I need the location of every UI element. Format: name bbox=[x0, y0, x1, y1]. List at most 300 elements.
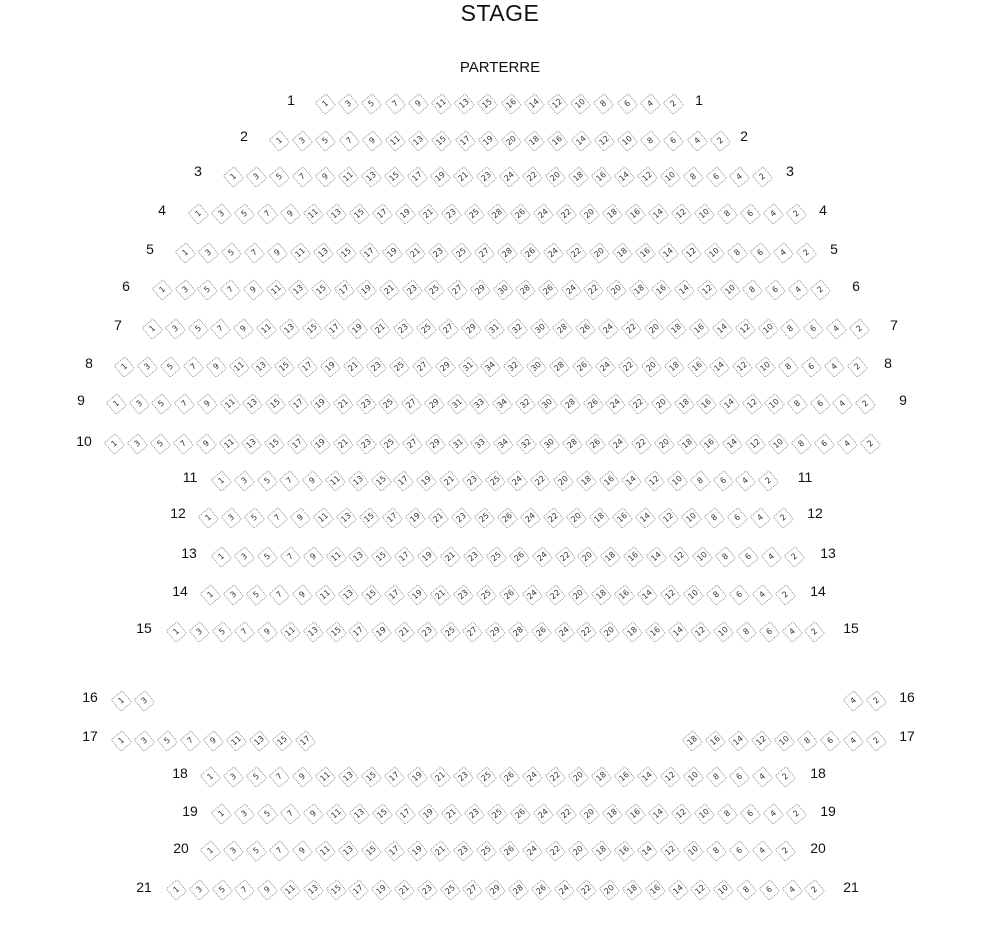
seat-row-13-19[interactable]: 19 bbox=[417, 546, 439, 568]
seat-row-2-16[interactable]: 16 bbox=[547, 130, 569, 152]
seat-row-6-19[interactable]: 19 bbox=[356, 279, 378, 301]
seat-row-3-18[interactable]: 18 bbox=[568, 166, 590, 188]
seat-row-8-13[interactable]: 13 bbox=[251, 356, 273, 378]
seat-row-14-26[interactable]: 26 bbox=[499, 584, 521, 606]
seat-row-21-5[interactable]: 5 bbox=[211, 879, 233, 901]
seat-row-9-24[interactable]: 24 bbox=[605, 393, 627, 415]
seat-row-21-1[interactable]: 1 bbox=[166, 879, 188, 901]
seat-row-7-15[interactable]: 15 bbox=[301, 318, 323, 340]
seat-row-11-5[interactable]: 5 bbox=[256, 470, 278, 492]
seat-row-10-12[interactable]: 12 bbox=[745, 433, 767, 455]
seat-row-6-20[interactable]: 20 bbox=[606, 279, 628, 301]
seat-row-15-2[interactable]: 2 bbox=[804, 621, 826, 643]
seat-row-9-23[interactable]: 23 bbox=[355, 393, 377, 415]
seat-row-6-9[interactable]: 9 bbox=[242, 279, 264, 301]
seat-row-20-15[interactable]: 15 bbox=[361, 840, 383, 862]
seat-row-3-10[interactable]: 10 bbox=[660, 166, 682, 188]
seat-row-8-12[interactable]: 12 bbox=[732, 356, 754, 378]
seat-row-3-3[interactable]: 3 bbox=[246, 166, 268, 188]
seat-row-10-26[interactable]: 26 bbox=[585, 433, 607, 455]
seat-row-13-21[interactable]: 21 bbox=[440, 546, 462, 568]
seat-row-11-1[interactable]: 1 bbox=[211, 470, 233, 492]
seat-row-3-22[interactable]: 22 bbox=[522, 166, 544, 188]
seat-row-1-3[interactable]: 3 bbox=[338, 93, 360, 115]
seat-row-11-18[interactable]: 18 bbox=[575, 470, 597, 492]
seat-row-7-9[interactable]: 9 bbox=[233, 318, 255, 340]
seat-row-7-11[interactable]: 11 bbox=[256, 318, 278, 340]
seat-row-18-17[interactable]: 17 bbox=[384, 766, 406, 788]
seat-row-10-25[interactable]: 25 bbox=[378, 433, 400, 455]
seat-row-4-14[interactable]: 14 bbox=[648, 203, 670, 225]
seat-row-13-10[interactable]: 10 bbox=[692, 546, 714, 568]
seat-row-10-19[interactable]: 19 bbox=[310, 433, 332, 455]
seat-row-14-13[interactable]: 13 bbox=[338, 584, 360, 606]
seat-row-12-1[interactable]: 1 bbox=[198, 507, 220, 529]
seat-row-20-14[interactable]: 14 bbox=[637, 840, 659, 862]
seat-row-9-30[interactable]: 30 bbox=[537, 393, 559, 415]
seat-row-4-13[interactable]: 13 bbox=[326, 203, 348, 225]
seat-row-4-1[interactable]: 1 bbox=[188, 203, 210, 225]
seat-row-10-23[interactable]: 23 bbox=[356, 433, 378, 455]
seat-row-9-3[interactable]: 3 bbox=[128, 393, 150, 415]
seat-row-14-25[interactable]: 25 bbox=[476, 584, 498, 606]
seat-row-1-8[interactable]: 8 bbox=[593, 93, 615, 115]
seat-row-1-11[interactable]: 11 bbox=[431, 93, 453, 115]
seat-row-10-3[interactable]: 3 bbox=[127, 433, 149, 455]
seat-row-14-6[interactable]: 6 bbox=[729, 584, 751, 606]
seat-row-3-8[interactable]: 8 bbox=[683, 166, 705, 188]
seat-row-8-16[interactable]: 16 bbox=[686, 356, 708, 378]
seat-row-10-28[interactable]: 28 bbox=[562, 433, 584, 455]
seat-row-20-16[interactable]: 16 bbox=[614, 840, 636, 862]
seat-row-8-20[interactable]: 20 bbox=[640, 356, 662, 378]
seat-row-6-1[interactable]: 1 bbox=[152, 279, 174, 301]
seat-row-15-4[interactable]: 4 bbox=[781, 621, 803, 643]
seat-row-9-14[interactable]: 14 bbox=[719, 393, 741, 415]
seat-row-21-25[interactable]: 25 bbox=[439, 879, 461, 901]
seat-row-19-14[interactable]: 14 bbox=[648, 803, 670, 825]
seat-row-17-4[interactable]: 4 bbox=[843, 730, 865, 752]
seat-row-3-14[interactable]: 14 bbox=[614, 166, 636, 188]
seat-row-6-30[interactable]: 30 bbox=[492, 279, 514, 301]
seat-row-14-18[interactable]: 18 bbox=[591, 584, 613, 606]
seat-row-12-10[interactable]: 10 bbox=[681, 507, 703, 529]
seat-row-13-4[interactable]: 4 bbox=[760, 546, 782, 568]
seat-row-19-7[interactable]: 7 bbox=[280, 803, 302, 825]
seat-row-7-3[interactable]: 3 bbox=[164, 318, 186, 340]
seat-row-21-2[interactable]: 2 bbox=[804, 879, 826, 901]
seat-row-18-18[interactable]: 18 bbox=[591, 766, 613, 788]
seat-row-20-22[interactable]: 22 bbox=[545, 840, 567, 862]
seat-row-3-21[interactable]: 21 bbox=[453, 166, 475, 188]
seat-row-11-6[interactable]: 6 bbox=[712, 470, 734, 492]
seat-row-10-7[interactable]: 7 bbox=[172, 433, 194, 455]
seat-row-21-6[interactable]: 6 bbox=[758, 879, 780, 901]
seat-row-8-25[interactable]: 25 bbox=[388, 356, 410, 378]
seat-row-6-3[interactable]: 3 bbox=[174, 279, 196, 301]
seat-row-7-16[interactable]: 16 bbox=[689, 318, 711, 340]
seat-row-10-10[interactable]: 10 bbox=[768, 433, 790, 455]
seat-row-11-11[interactable]: 11 bbox=[325, 470, 347, 492]
seat-row-10-29[interactable]: 29 bbox=[424, 433, 446, 455]
seat-row-3-1[interactable]: 1 bbox=[223, 166, 245, 188]
seat-row-3-16[interactable]: 16 bbox=[591, 166, 613, 188]
seat-row-18-16[interactable]: 16 bbox=[614, 766, 636, 788]
seat-row-6-27[interactable]: 27 bbox=[447, 279, 469, 301]
seat-row-4-11[interactable]: 11 bbox=[303, 203, 325, 225]
seat-row-7-1[interactable]: 1 bbox=[142, 318, 164, 340]
seat-row-8-3[interactable]: 3 bbox=[137, 356, 159, 378]
seat-row-18-4[interactable]: 4 bbox=[752, 766, 774, 788]
seat-row-6-4[interactable]: 4 bbox=[787, 279, 809, 301]
seat-row-4-18[interactable]: 18 bbox=[602, 203, 624, 225]
seat-row-15-26[interactable]: 26 bbox=[530, 621, 552, 643]
seat-row-10-9[interactable]: 9 bbox=[195, 433, 217, 455]
seat-row-13-20[interactable]: 20 bbox=[577, 546, 599, 568]
seat-row-20-17[interactable]: 17 bbox=[384, 840, 406, 862]
seat-row-1-6[interactable]: 6 bbox=[616, 93, 638, 115]
seat-row-7-13[interactable]: 13 bbox=[278, 318, 300, 340]
seat-row-9-31[interactable]: 31 bbox=[446, 393, 468, 415]
seat-row-6-2[interactable]: 2 bbox=[810, 279, 832, 301]
seat-row-12-5[interactable]: 5 bbox=[244, 507, 266, 529]
seat-row-2-8[interactable]: 8 bbox=[640, 130, 662, 152]
seat-row-15-23[interactable]: 23 bbox=[416, 621, 438, 643]
seat-row-11-17[interactable]: 17 bbox=[393, 470, 415, 492]
seat-row-12-21[interactable]: 21 bbox=[428, 507, 450, 529]
seat-row-14-4[interactable]: 4 bbox=[752, 584, 774, 606]
seat-row-21-10[interactable]: 10 bbox=[713, 879, 735, 901]
seat-row-20-25[interactable]: 25 bbox=[476, 840, 498, 862]
seat-row-15-9[interactable]: 9 bbox=[257, 621, 279, 643]
seat-row-13-17[interactable]: 17 bbox=[394, 546, 416, 568]
seat-row-6-7[interactable]: 7 bbox=[220, 279, 242, 301]
seat-row-11-13[interactable]: 13 bbox=[347, 470, 369, 492]
seat-row-13-2[interactable]: 2 bbox=[783, 546, 805, 568]
seat-row-14-23[interactable]: 23 bbox=[453, 584, 475, 606]
seat-row-8-6[interactable]: 6 bbox=[801, 356, 823, 378]
seat-row-19-21[interactable]: 21 bbox=[441, 803, 463, 825]
seat-row-4-28[interactable]: 28 bbox=[487, 203, 509, 225]
seat-row-9-27[interactable]: 27 bbox=[401, 393, 423, 415]
seat-row-5-9[interactable]: 9 bbox=[267, 242, 289, 264]
seat-row-7-29[interactable]: 29 bbox=[461, 318, 483, 340]
seat-row-13-15[interactable]: 15 bbox=[371, 546, 393, 568]
seat-row-6-17[interactable]: 17 bbox=[333, 279, 355, 301]
seat-row-8-32[interactable]: 32 bbox=[503, 356, 525, 378]
seat-row-12-8[interactable]: 8 bbox=[704, 507, 726, 529]
seat-row-14-11[interactable]: 11 bbox=[315, 584, 337, 606]
seat-row-4-9[interactable]: 9 bbox=[280, 203, 302, 225]
seat-row-5-28[interactable]: 28 bbox=[497, 242, 519, 264]
seat-row-21-17[interactable]: 17 bbox=[348, 879, 370, 901]
seat-row-17-1[interactable]: 1 bbox=[111, 730, 133, 752]
seat-row-3-11[interactable]: 11 bbox=[338, 166, 360, 188]
seat-row-2-19[interactable]: 19 bbox=[477, 130, 499, 152]
seat-row-15-22[interactable]: 22 bbox=[576, 621, 598, 643]
seat-row-18-2[interactable]: 2 bbox=[775, 766, 797, 788]
seat-row-5-2[interactable]: 2 bbox=[796, 242, 818, 264]
seat-row-20-11[interactable]: 11 bbox=[315, 840, 337, 862]
seat-row-21-7[interactable]: 7 bbox=[234, 879, 256, 901]
seat-row-21-18[interactable]: 18 bbox=[622, 879, 644, 901]
seat-row-11-20[interactable]: 20 bbox=[553, 470, 575, 492]
seat-row-11-4[interactable]: 4 bbox=[735, 470, 757, 492]
seat-row-5-4[interactable]: 4 bbox=[773, 242, 795, 264]
seat-row-5-24[interactable]: 24 bbox=[543, 242, 565, 264]
seat-row-19-18[interactable]: 18 bbox=[602, 803, 624, 825]
seat-row-14-8[interactable]: 8 bbox=[706, 584, 728, 606]
seat-row-5-20[interactable]: 20 bbox=[589, 242, 611, 264]
seat-row-14-17[interactable]: 17 bbox=[384, 584, 406, 606]
seat-row-21-9[interactable]: 9 bbox=[257, 879, 279, 901]
seat-row-15-13[interactable]: 13 bbox=[302, 621, 324, 643]
seat-row-14-12[interactable]: 12 bbox=[660, 584, 682, 606]
seat-row-19-11[interactable]: 11 bbox=[326, 803, 348, 825]
seat-row-14-10[interactable]: 10 bbox=[683, 584, 705, 606]
seat-row-6-28[interactable]: 28 bbox=[515, 279, 537, 301]
seat-row-4-21[interactable]: 21 bbox=[418, 203, 440, 225]
seat-row-9-8[interactable]: 8 bbox=[787, 393, 809, 415]
seat-row-14-22[interactable]: 22 bbox=[545, 584, 567, 606]
seat-row-19-5[interactable]: 5 bbox=[257, 803, 279, 825]
seat-row-18-14[interactable]: 14 bbox=[637, 766, 659, 788]
seat-row-16-1[interactable]: 1 bbox=[111, 690, 133, 712]
seat-row-2-6[interactable]: 6 bbox=[663, 130, 685, 152]
seat-row-13-5[interactable]: 5 bbox=[256, 546, 278, 568]
seat-row-8-34[interactable]: 34 bbox=[480, 356, 502, 378]
seat-row-8-22[interactable]: 22 bbox=[617, 356, 639, 378]
seat-row-10-21[interactable]: 21 bbox=[333, 433, 355, 455]
seat-row-18-20[interactable]: 20 bbox=[568, 766, 590, 788]
seat-row-7-21[interactable]: 21 bbox=[370, 318, 392, 340]
seat-row-15-12[interactable]: 12 bbox=[690, 621, 712, 643]
seat-row-5-16[interactable]: 16 bbox=[635, 242, 657, 264]
seat-row-9-18[interactable]: 18 bbox=[673, 393, 695, 415]
seat-row-12-13[interactable]: 13 bbox=[336, 507, 358, 529]
seat-row-3-15[interactable]: 15 bbox=[384, 166, 406, 188]
seat-row-7-22[interactable]: 22 bbox=[620, 318, 642, 340]
seat-row-5-3[interactable]: 3 bbox=[198, 242, 220, 264]
seat-row-3-17[interactable]: 17 bbox=[407, 166, 429, 188]
seat-row-18-1[interactable]: 1 bbox=[200, 766, 222, 788]
seat-row-12-25[interactable]: 25 bbox=[474, 507, 496, 529]
seat-row-13-11[interactable]: 11 bbox=[325, 546, 347, 568]
seat-row-15-16[interactable]: 16 bbox=[644, 621, 666, 643]
seat-row-1-13[interactable]: 13 bbox=[454, 93, 476, 115]
seat-row-8-8[interactable]: 8 bbox=[778, 356, 800, 378]
seat-row-10-18[interactable]: 18 bbox=[676, 433, 698, 455]
seat-row-10-16[interactable]: 16 bbox=[699, 433, 721, 455]
seat-row-9-20[interactable]: 20 bbox=[650, 393, 672, 415]
seat-row-18-19[interactable]: 19 bbox=[407, 766, 429, 788]
seat-row-21-23[interactable]: 23 bbox=[416, 879, 438, 901]
seat-row-10-34[interactable]: 34 bbox=[493, 433, 515, 455]
seat-row-17-14[interactable]: 14 bbox=[728, 730, 750, 752]
seat-row-8-26[interactable]: 26 bbox=[572, 356, 594, 378]
seat-row-15-3[interactable]: 3 bbox=[188, 621, 210, 643]
seat-row-12-11[interactable]: 11 bbox=[313, 507, 335, 529]
seat-row-15-27[interactable]: 27 bbox=[462, 621, 484, 643]
seat-row-6-15[interactable]: 15 bbox=[311, 279, 333, 301]
seat-row-9-33[interactable]: 33 bbox=[469, 393, 491, 415]
seat-row-21-27[interactable]: 27 bbox=[462, 879, 484, 901]
seat-row-20-5[interactable]: 5 bbox=[246, 840, 268, 862]
seat-row-17-17[interactable]: 17 bbox=[295, 730, 317, 752]
seat-row-10-2[interactable]: 2 bbox=[859, 433, 881, 455]
seat-row-18-11[interactable]: 11 bbox=[315, 766, 337, 788]
seat-row-3-4[interactable]: 4 bbox=[729, 166, 751, 188]
seat-row-12-14[interactable]: 14 bbox=[635, 507, 657, 529]
seat-row-2-5[interactable]: 5 bbox=[315, 130, 337, 152]
seat-row-2-15[interactable]: 15 bbox=[431, 130, 453, 152]
seat-row-19-23[interactable]: 23 bbox=[464, 803, 486, 825]
seat-row-5-26[interactable]: 26 bbox=[520, 242, 542, 264]
seat-row-3-20[interactable]: 20 bbox=[545, 166, 567, 188]
seat-row-18-23[interactable]: 23 bbox=[453, 766, 475, 788]
seat-row-3-24[interactable]: 24 bbox=[499, 166, 521, 188]
seat-row-10-27[interactable]: 27 bbox=[401, 433, 423, 455]
seat-row-14-20[interactable]: 20 bbox=[568, 584, 590, 606]
seat-row-19-17[interactable]: 17 bbox=[395, 803, 417, 825]
seat-row-9-19[interactable]: 19 bbox=[310, 393, 332, 415]
seat-row-6-29[interactable]: 29 bbox=[469, 279, 491, 301]
seat-row-9-28[interactable]: 28 bbox=[560, 393, 582, 415]
seat-row-21-15[interactable]: 15 bbox=[325, 879, 347, 901]
seat-row-21-3[interactable]: 3 bbox=[188, 879, 210, 901]
seat-row-5-14[interactable]: 14 bbox=[658, 242, 680, 264]
seat-row-15-6[interactable]: 6 bbox=[758, 621, 780, 643]
seat-row-15-28[interactable]: 28 bbox=[508, 621, 530, 643]
seat-row-21-22[interactable]: 22 bbox=[576, 879, 598, 901]
seat-row-17-16[interactable]: 16 bbox=[705, 730, 727, 752]
seat-row-10-33[interactable]: 33 bbox=[470, 433, 492, 455]
seat-row-21-21[interactable]: 21 bbox=[394, 879, 416, 901]
seat-row-6-26[interactable]: 26 bbox=[538, 279, 560, 301]
seat-row-20-12[interactable]: 12 bbox=[660, 840, 682, 862]
seat-row-20-4[interactable]: 4 bbox=[752, 840, 774, 862]
seat-row-13-1[interactable]: 1 bbox=[211, 546, 233, 568]
seat-row-3-12[interactable]: 12 bbox=[637, 166, 659, 188]
seat-row-16-4[interactable]: 4 bbox=[843, 690, 865, 712]
seat-row-8-30[interactable]: 30 bbox=[526, 356, 548, 378]
seat-row-19-15[interactable]: 15 bbox=[372, 803, 394, 825]
seat-row-9-22[interactable]: 22 bbox=[628, 393, 650, 415]
seat-row-9-32[interactable]: 32 bbox=[514, 393, 536, 415]
seat-row-2-20[interactable]: 20 bbox=[501, 130, 523, 152]
seat-row-4-6[interactable]: 6 bbox=[740, 203, 762, 225]
seat-row-9-10[interactable]: 10 bbox=[764, 393, 786, 415]
seat-row-5-1[interactable]: 1 bbox=[175, 242, 197, 264]
seat-row-15-11[interactable]: 11 bbox=[280, 621, 302, 643]
seat-row-12-15[interactable]: 15 bbox=[359, 507, 381, 529]
seat-row-19-4[interactable]: 4 bbox=[763, 803, 785, 825]
seat-row-18-10[interactable]: 10 bbox=[683, 766, 705, 788]
seat-row-13-25[interactable]: 25 bbox=[485, 546, 507, 568]
seat-row-12-18[interactable]: 18 bbox=[589, 507, 611, 529]
seat-row-19-1[interactable]: 1 bbox=[211, 803, 233, 825]
seat-row-5-17[interactable]: 17 bbox=[359, 242, 381, 264]
seat-row-17-8[interactable]: 8 bbox=[797, 730, 819, 752]
seat-row-9-34[interactable]: 34 bbox=[492, 393, 514, 415]
seat-row-17-18[interactable]: 18 bbox=[682, 730, 704, 752]
seat-row-10-4[interactable]: 4 bbox=[836, 433, 858, 455]
seat-row-9-17[interactable]: 17 bbox=[287, 393, 309, 415]
seat-row-2-2[interactable]: 2 bbox=[709, 130, 731, 152]
seat-row-21-28[interactable]: 28 bbox=[508, 879, 530, 901]
seat-row-12-19[interactable]: 19 bbox=[405, 507, 427, 529]
seat-row-16-3[interactable]: 3 bbox=[134, 690, 156, 712]
seat-row-6-23[interactable]: 23 bbox=[401, 279, 423, 301]
seat-row-11-23[interactable]: 23 bbox=[461, 470, 483, 492]
seat-row-8-17[interactable]: 17 bbox=[297, 356, 319, 378]
seat-row-6-21[interactable]: 21 bbox=[379, 279, 401, 301]
seat-row-19-2[interactable]: 2 bbox=[786, 803, 808, 825]
seat-row-3-13[interactable]: 13 bbox=[361, 166, 383, 188]
seat-row-6-10[interactable]: 10 bbox=[719, 279, 741, 301]
seat-row-9-7[interactable]: 7 bbox=[174, 393, 196, 415]
seat-row-18-8[interactable]: 8 bbox=[706, 766, 728, 788]
seat-row-21-8[interactable]: 8 bbox=[736, 879, 758, 901]
seat-row-1-7[interactable]: 7 bbox=[384, 93, 406, 115]
seat-row-4-19[interactable]: 19 bbox=[395, 203, 417, 225]
seat-row-14-7[interactable]: 7 bbox=[269, 584, 291, 606]
seat-row-10-14[interactable]: 14 bbox=[722, 433, 744, 455]
seat-row-13-14[interactable]: 14 bbox=[646, 546, 668, 568]
seat-row-7-31[interactable]: 31 bbox=[484, 318, 506, 340]
seat-row-20-19[interactable]: 19 bbox=[407, 840, 429, 862]
seat-row-20-9[interactable]: 9 bbox=[292, 840, 314, 862]
seat-row-6-18[interactable]: 18 bbox=[628, 279, 650, 301]
seat-row-11-16[interactable]: 16 bbox=[598, 470, 620, 492]
seat-row-12-20[interactable]: 20 bbox=[566, 507, 588, 529]
seat-row-8-19[interactable]: 19 bbox=[320, 356, 342, 378]
seat-row-3-5[interactable]: 5 bbox=[269, 166, 291, 188]
seat-row-13-12[interactable]: 12 bbox=[669, 546, 691, 568]
seat-row-9-11[interactable]: 11 bbox=[219, 393, 241, 415]
seat-row-9-9[interactable]: 9 bbox=[196, 393, 218, 415]
seat-row-2-11[interactable]: 11 bbox=[385, 130, 407, 152]
seat-row-13-23[interactable]: 23 bbox=[463, 546, 485, 568]
seat-row-10-31[interactable]: 31 bbox=[447, 433, 469, 455]
seat-row-5-15[interactable]: 15 bbox=[336, 242, 358, 264]
seat-row-21-20[interactable]: 20 bbox=[599, 879, 621, 901]
seat-row-8-18[interactable]: 18 bbox=[663, 356, 685, 378]
seat-row-1-12[interactable]: 12 bbox=[547, 93, 569, 115]
seat-row-21-29[interactable]: 29 bbox=[485, 879, 507, 901]
seat-row-19-9[interactable]: 9 bbox=[303, 803, 325, 825]
seat-row-21-13[interactable]: 13 bbox=[302, 879, 324, 901]
seat-row-2-14[interactable]: 14 bbox=[570, 130, 592, 152]
seat-row-6-24[interactable]: 24 bbox=[560, 279, 582, 301]
seat-row-14-5[interactable]: 5 bbox=[246, 584, 268, 606]
seat-row-7-5[interactable]: 5 bbox=[187, 318, 209, 340]
seat-row-15-24[interactable]: 24 bbox=[553, 621, 575, 643]
seat-row-8-31[interactable]: 31 bbox=[457, 356, 479, 378]
seat-row-21-24[interactable]: 24 bbox=[553, 879, 575, 901]
seat-row-3-9[interactable]: 9 bbox=[315, 166, 337, 188]
seat-row-7-25[interactable]: 25 bbox=[415, 318, 437, 340]
seat-row-2-17[interactable]: 17 bbox=[454, 130, 476, 152]
seat-row-2-13[interactable]: 13 bbox=[408, 130, 430, 152]
seat-row-20-1[interactable]: 1 bbox=[200, 840, 222, 862]
seat-row-20-3[interactable]: 3 bbox=[223, 840, 245, 862]
seat-row-20-13[interactable]: 13 bbox=[338, 840, 360, 862]
seat-row-15-19[interactable]: 19 bbox=[371, 621, 393, 643]
seat-row-1-15[interactable]: 15 bbox=[477, 93, 499, 115]
seat-row-4-25[interactable]: 25 bbox=[464, 203, 486, 225]
seat-row-13-8[interactable]: 8 bbox=[714, 546, 736, 568]
